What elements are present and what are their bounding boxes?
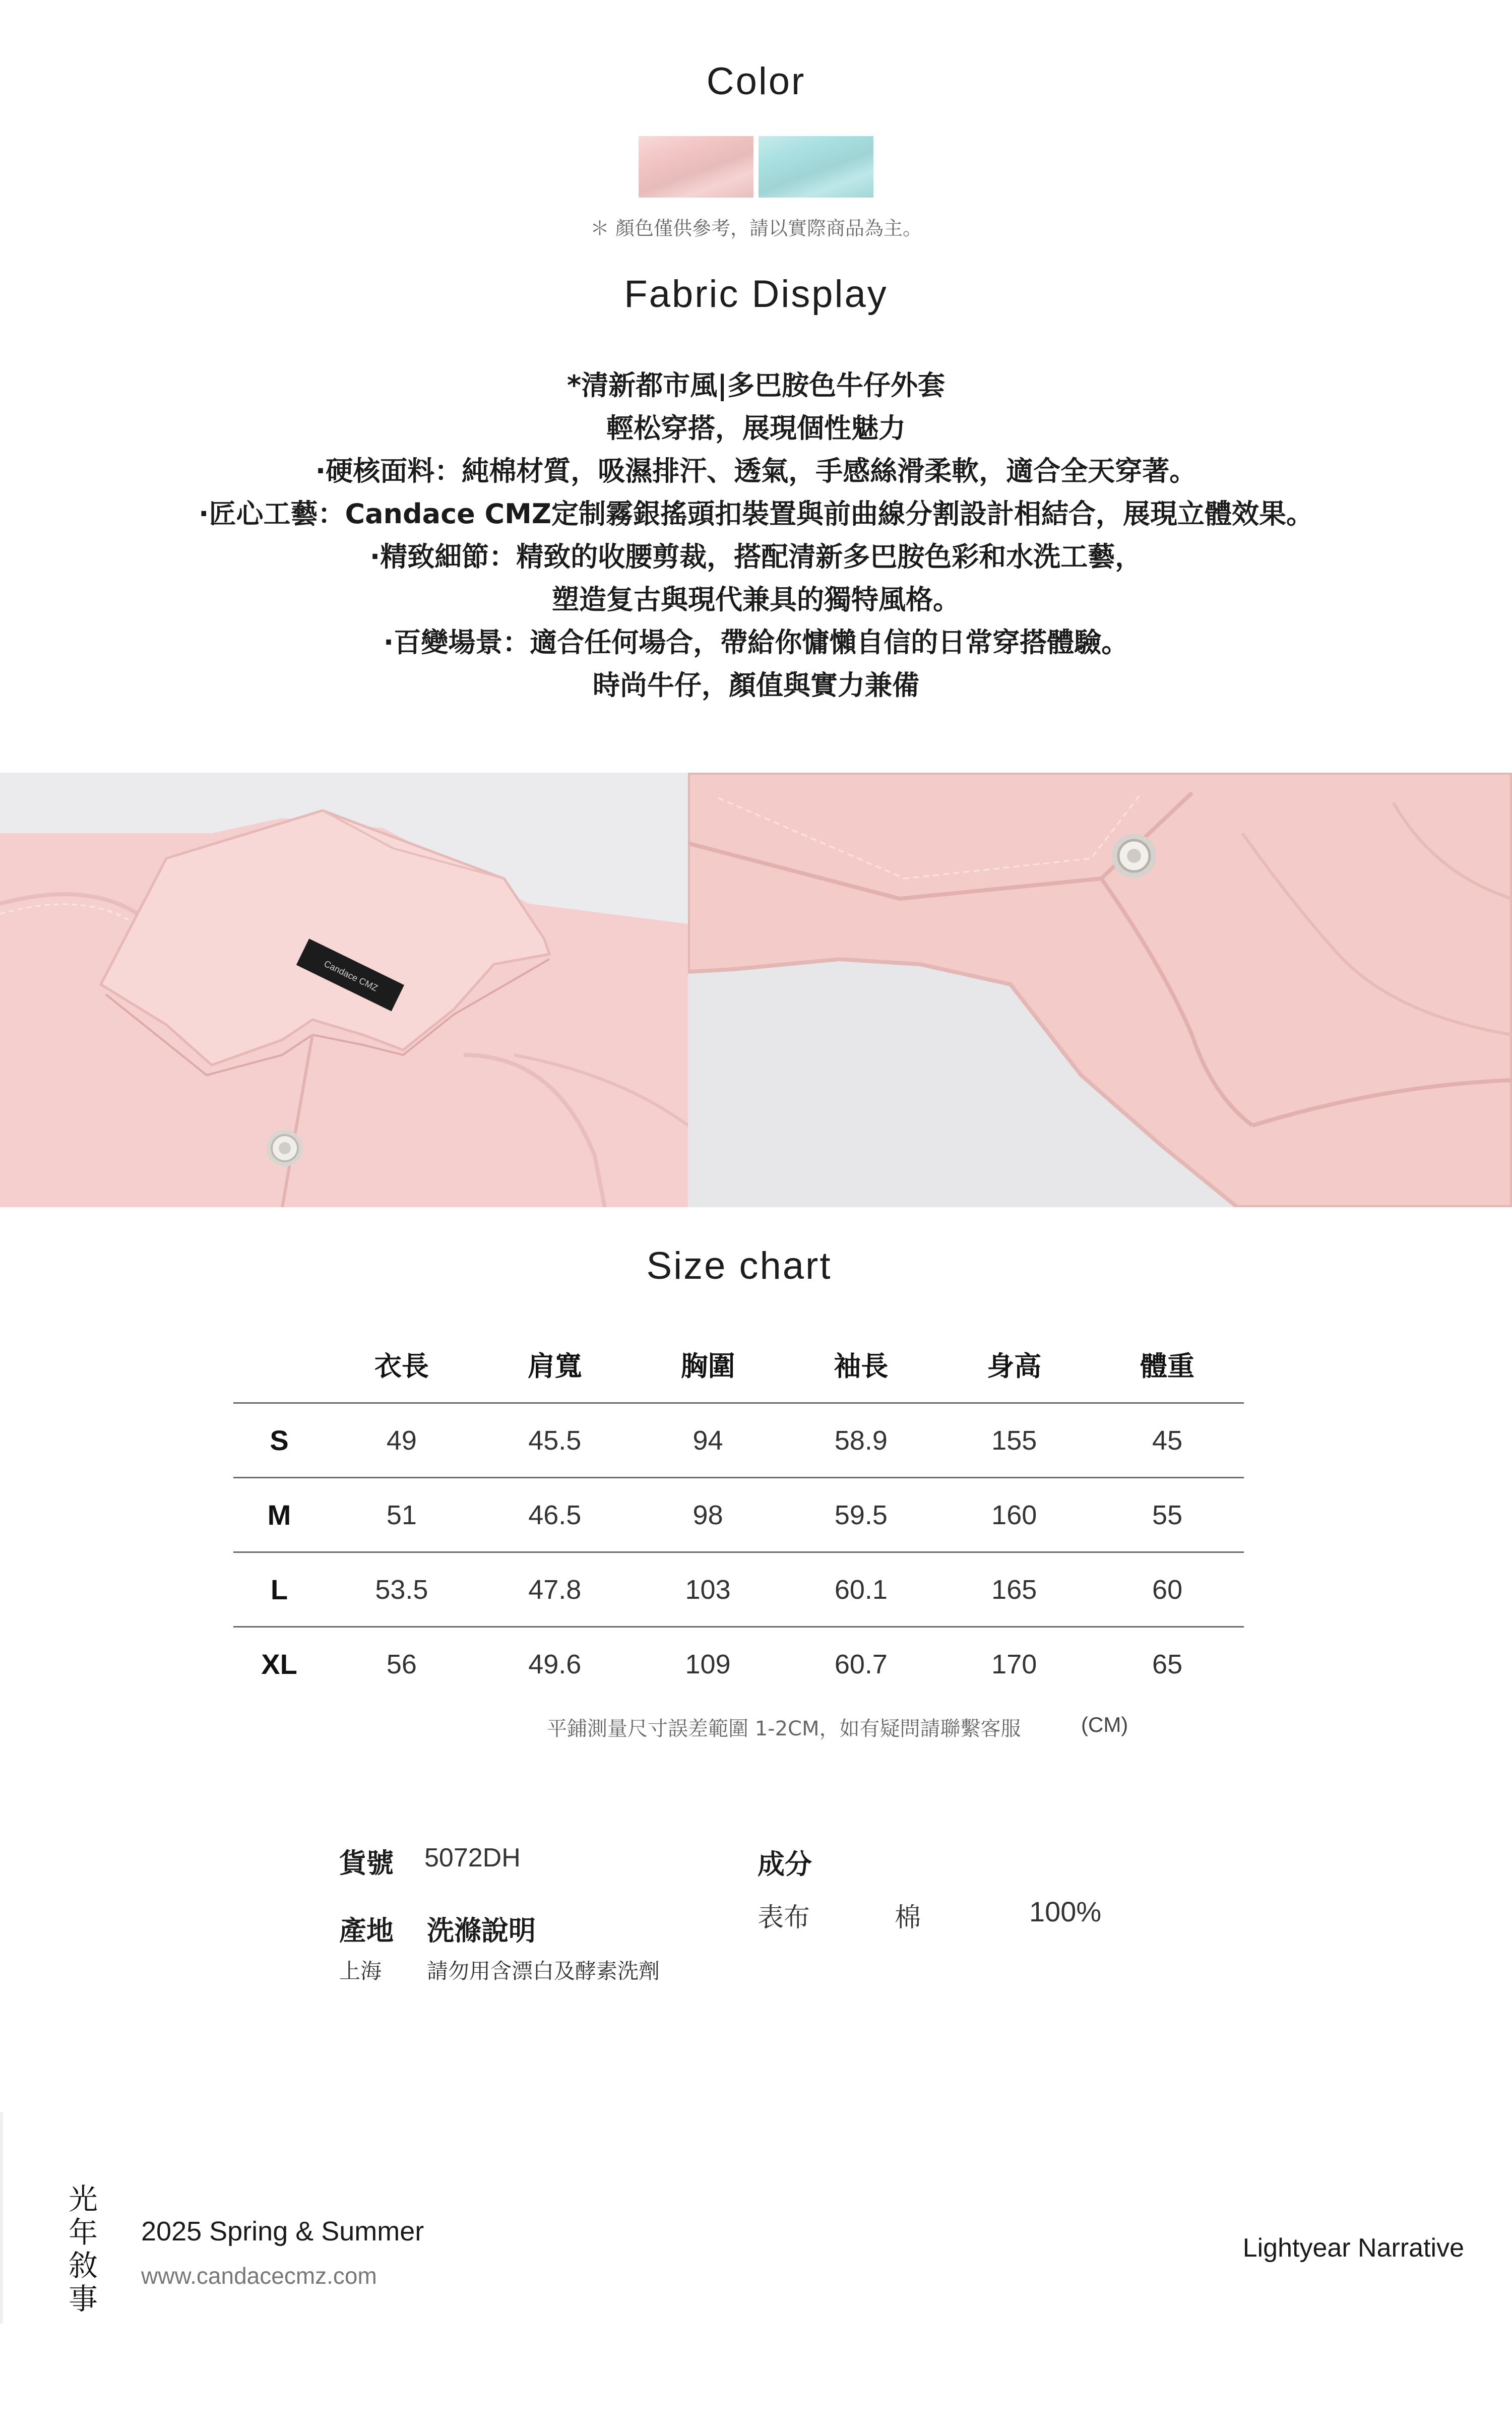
origin-label: 產地 [339,1915,394,1947]
fabric-description [0,364,1512,707]
unit-label: (CM) [1081,1713,1128,1736]
origin-value: 上海 [339,1959,382,1983]
header-cell: 肩寬 [527,1350,582,1382]
table-cell: 109 [632,1627,785,1701]
table-cell: 46.5 [478,1478,632,1552]
size-label: XL [233,1627,325,1701]
brand-label-text: Candace CMZ [322,958,380,993]
brand-char: 事 [68,2282,98,2316]
pink-color-swatch [639,136,753,198]
feature-line: 時尚牛仔，顏值與實力兼備 [593,669,919,701]
brand-char: 敘 [68,2249,98,2283]
feature-line: 塑造复古與現代兼具的獨特風格。 [552,584,960,615]
wash-instructions-value: 請勿用含漂白及酵素洗劑 [427,1959,660,1983]
table-cell: 155 [937,1403,1091,1478]
table-cell: 49 [325,1403,478,1478]
feature-line: ·精致細節：精致的收腰剪裁，搭配清新多巴胺色彩和水洗工藝， [369,541,1143,573]
color-note: ＊ 顏色僅供參考，請以實際商品為主。 [590,217,922,239]
composition-material: 棉 [895,1903,921,1933]
table-cell: 65 [1091,1627,1244,1701]
wash-instructions-label: 洗滌說明 [427,1915,536,1947]
size-chart-table [233,1326,1244,1701]
header-cell [233,1326,325,1403]
table-cell: 53.5 [325,1552,478,1627]
brand-vertical-name [66,2182,101,2316]
header-cell: 胸圍 [680,1350,735,1382]
brand-english-name: Lightyear Narrative [1242,2233,1464,2263]
item-number-value: 5072DH [424,1843,521,1872]
table-row [233,1403,1244,1478]
color-title: Color [706,60,806,103]
feature-line: *清新都市風|多巴胺色牛仔外套 [567,369,945,401]
header-cell: 衣長 [374,1350,429,1382]
feature-line: ·硬核面料：純棉材質，吸濕排汗、透氣，手感絲滑柔軟，適合全天穿著。 [315,455,1197,487]
composition-label: 成分 [758,1848,812,1880]
table-cell: 94 [632,1403,785,1478]
composition-percent: 100% [1029,1896,1102,1927]
footer-edge-mark [0,2112,3,2324]
feature-line: 輕松穿搭，展現個性魅力 [606,412,906,444]
website-link[interactable]: www.candacecmz.com [141,2263,377,2289]
header-cell: 袖長 [834,1350,889,1382]
table-cell: 60.7 [784,1627,937,1701]
table-row [233,1552,1244,1627]
table-cell: 45 [1091,1403,1244,1478]
fabric-display-title: Fabric Display [624,273,888,316]
table-cell: 56 [325,1627,478,1701]
table-cell: 165 [937,1552,1091,1627]
feature-line: ·百變場景：適合任何場合，帶給你慵懶自信的日常穿搭體驗。 [383,627,1129,658]
hem-detail-photo [688,773,1512,1207]
item-number-label: 貨號 [339,1847,394,1879]
table-cell: 45.5 [478,1403,632,1478]
brand-char: 年 [68,2215,98,2250]
composition-part: 表布 [758,1903,810,1933]
size-label: S [233,1403,325,1478]
table-cell: 49.6 [478,1627,632,1701]
table-cell: 103 [632,1552,785,1627]
table-row [233,1627,1244,1701]
table-cell: 58.9 [784,1403,937,1478]
size-chart-header-row [233,1326,1244,1403]
table-cell: 170 [937,1627,1091,1701]
table-row [233,1478,1244,1552]
size-label: M [233,1478,325,1552]
feature-line: ·匠心工藝：Candace CMZ定制霧銀搖頭扣裝置與前曲線分割設計相結合，展現立體效果。 [198,498,1314,530]
table-cell: 59.5 [784,1478,937,1552]
table-cell: 98 [632,1478,785,1552]
table-cell: 160 [937,1478,1091,1552]
table-cell: 47.8 [478,1552,632,1627]
size-label: L [233,1552,325,1627]
season-text: 2025 Spring & Summer [141,2216,424,2246]
size-chart-title: Size chart [646,1244,832,1287]
header-cell: 身高 [987,1350,1042,1382]
brand-char: 光 [68,2182,98,2216]
mint-color-swatch [759,136,873,198]
table-cell: 55 [1091,1478,1244,1552]
table-cell: 60.1 [784,1552,937,1627]
header-cell: 體重 [1140,1350,1195,1382]
table-cell: 60 [1091,1552,1244,1627]
table-cell: 51 [325,1478,478,1552]
measurement-note: 平鋪測量尺寸誤差範圍 1-2CM，如有疑問請聯繫客服 [547,1717,1021,1740]
collar-detail-photo [0,773,688,1207]
